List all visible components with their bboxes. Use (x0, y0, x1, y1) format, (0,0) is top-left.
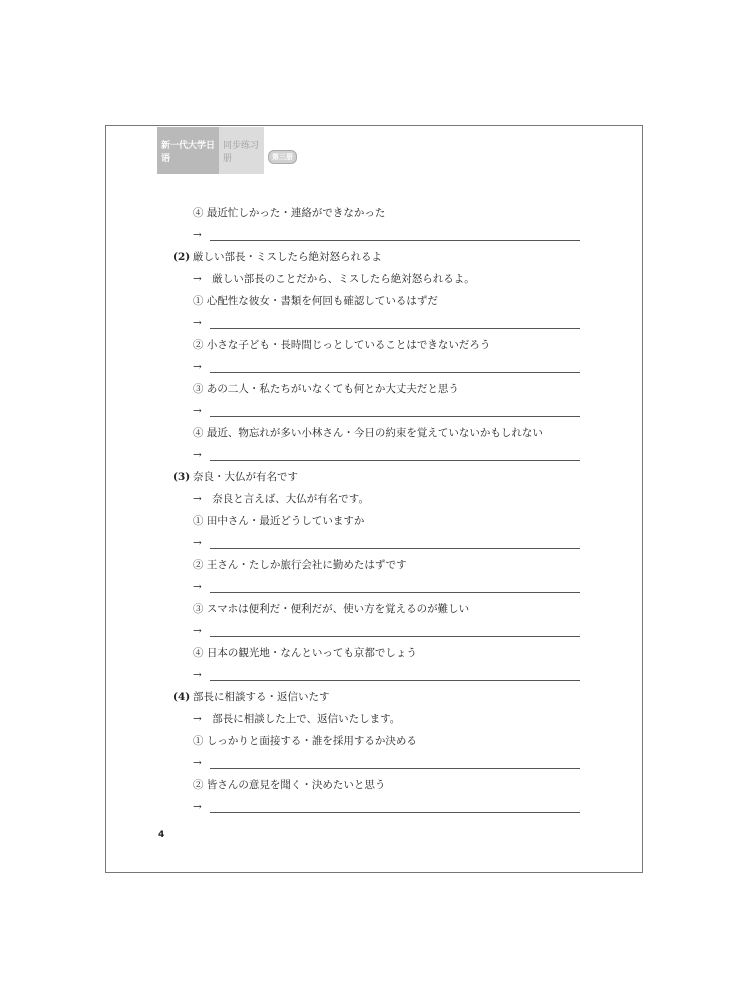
section-example: → 奈良と言えば、大仏が有名です。 (193, 493, 369, 505)
answer-arrow: → (193, 317, 202, 329)
exercise-item: ① しっかりと面接する・誰を採用するか決める (193, 735, 417, 747)
section-example: → 部長に相談した上で、返信いたします。 (193, 713, 401, 725)
answer-arrow: → (193, 449, 202, 461)
exercise-item: ④ 最近忙しかった・連絡ができなかった (193, 207, 386, 219)
answer-arrow: → (193, 405, 202, 417)
answer-arrow: → (193, 361, 202, 373)
exercise-item: ② 皆さんの意見を聞く・決めたいと思う (193, 779, 386, 791)
answer-line[interactable] (210, 768, 580, 769)
page-frame (105, 125, 643, 873)
answer-line[interactable] (210, 240, 580, 241)
answer-arrow: → (193, 229, 202, 241)
answer-line[interactable] (210, 460, 580, 461)
answer-arrow: → (193, 669, 202, 681)
volume-badge: 第三册 (268, 150, 297, 164)
exercise-item: ④ 日本の観光地・なんといっても京都でしょう (193, 647, 417, 659)
answer-arrow: → (193, 537, 202, 549)
answer-line[interactable] (210, 680, 580, 681)
book-header (157, 127, 297, 174)
exercise-item: ② 小さな子ども・長時間じっとしていることはできないだろう (193, 339, 491, 351)
exercise-item: ③ あの二人・私たちがいなくても何とか大丈夫だと思う (193, 383, 459, 395)
page-number: 4 (158, 830, 165, 840)
answer-line[interactable] (210, 328, 580, 329)
section-example: → 厳しい部長のことだから、ミスしたら絶対怒られるよ。 (193, 273, 475, 285)
answer-arrow: → (193, 625, 202, 637)
exercise-item: ① 田中さん・最近どうしていますか (193, 515, 365, 527)
answer-line[interactable] (210, 812, 580, 813)
section-prompt: 厳しい部長・ミスしたら絶対怒られるよ (193, 251, 382, 263)
answer-arrow: → (193, 801, 202, 813)
answer-arrow: → (193, 581, 202, 593)
answer-line[interactable] (210, 372, 580, 373)
answer-line[interactable] (210, 592, 580, 593)
exercise-item: ③ スマホは便利だ・便利だが、使い方を覚えるのが難しい (193, 603, 470, 615)
section-number: (3) (173, 471, 191, 483)
section-number: (2) (173, 251, 191, 263)
exercise-item: ① 心配性な彼女・書類を何回も確認しているはずだ (193, 295, 438, 307)
answer-line[interactable] (210, 416, 580, 417)
exercise-item: ② 王さん・たしか旅行会社に勤めたはずです (193, 559, 407, 571)
series-title: 新一代大学日语 (157, 127, 219, 174)
section-number: (4) (173, 691, 191, 703)
answer-arrow: → (193, 757, 202, 769)
answer-line[interactable] (210, 548, 580, 549)
book-title: 同步练习册 (219, 127, 264, 174)
answer-line[interactable] (210, 636, 580, 637)
exercise-item: ④ 最近、物忘れが多い小林さん・今日の約束を覚えていないかもしれない (193, 427, 543, 439)
section-prompt: 奈良・大仏が有名です (193, 471, 298, 483)
section-prompt: 部長に相談する・返信いたす (193, 691, 330, 703)
